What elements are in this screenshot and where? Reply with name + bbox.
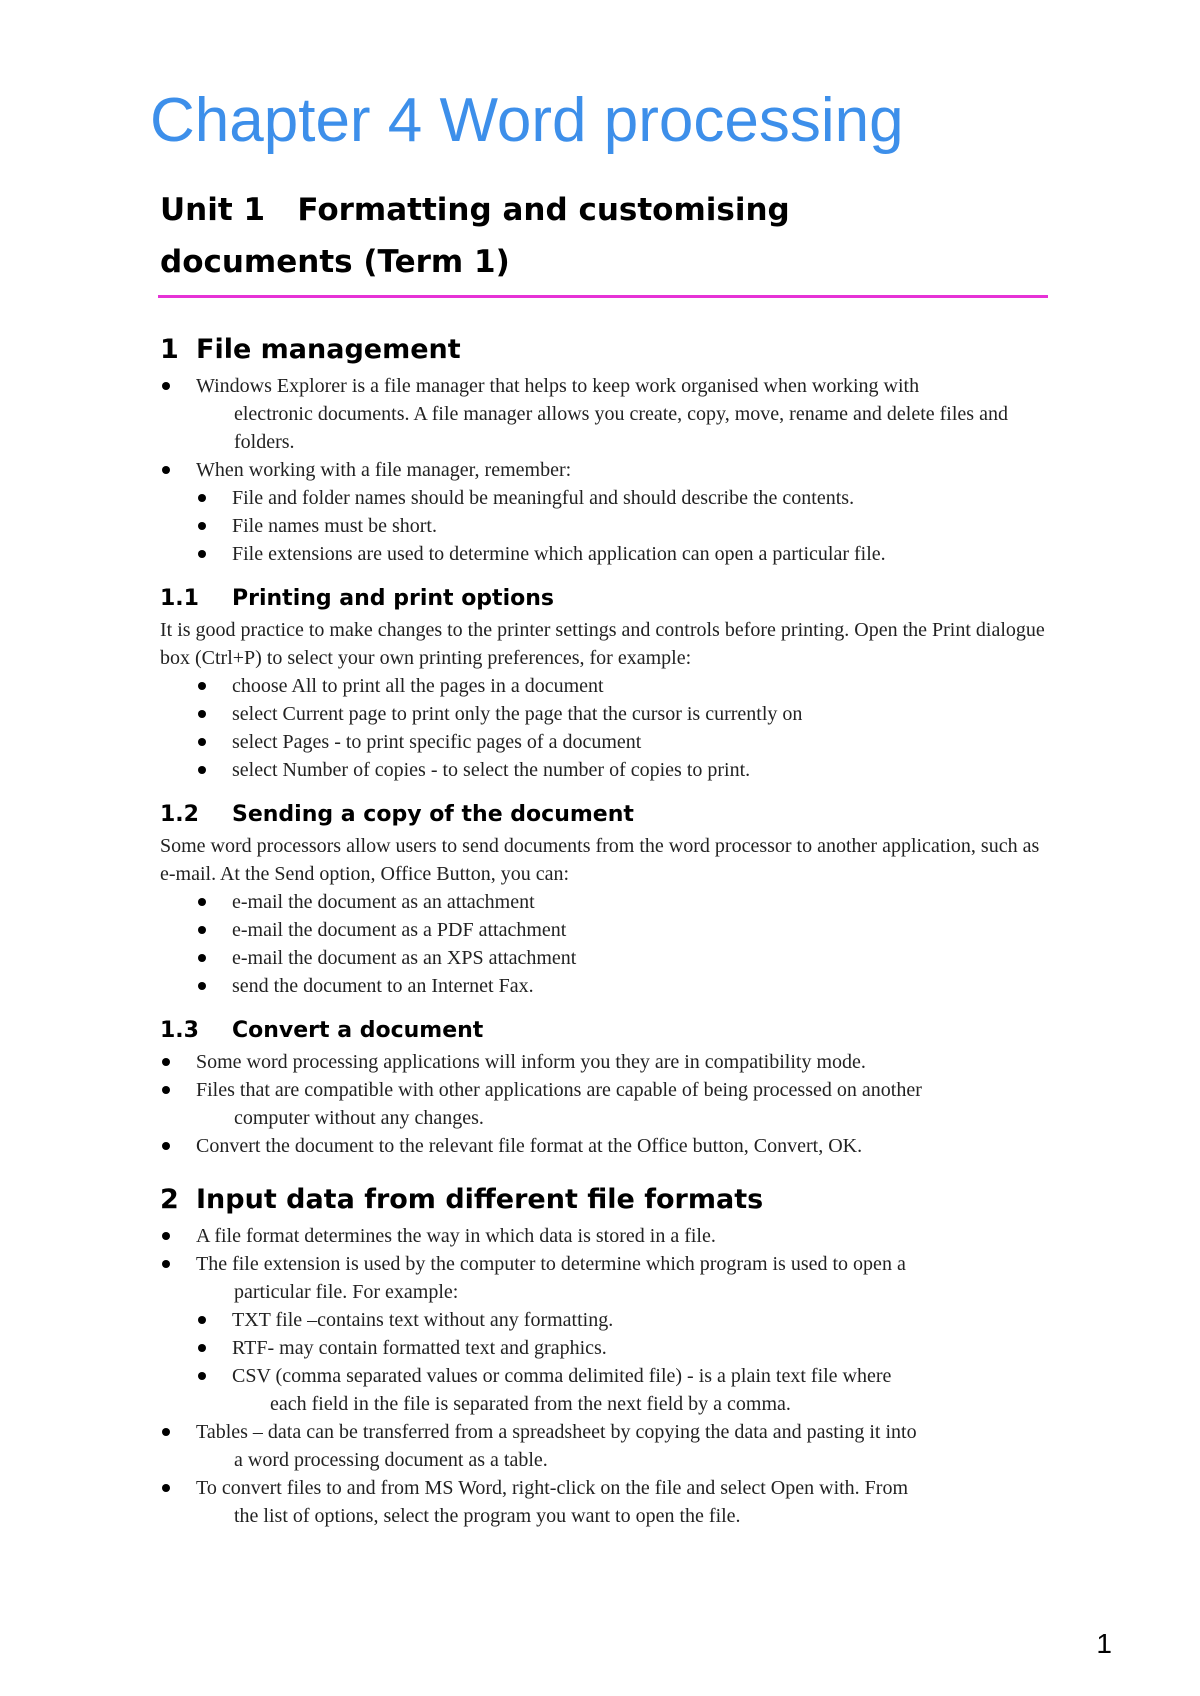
unit-divider <box>158 295 1048 298</box>
sub-bullet-list <box>160 1306 1050 1418</box>
section-heading-input-data <box>160 1182 1050 1218</box>
list-item: e-mail the document as an XPS attachment <box>160 944 1050 972</box>
list-item: File and folder names should be meaningful and should describe the contents. <box>160 484 1050 512</box>
section-number: 1 <box>160 334 179 365</box>
list-item <box>160 1076 1050 1132</box>
list-item: select Current page to print only the page that the cursor is currently on <box>160 700 1050 728</box>
subsection-heading-printing <box>160 584 1050 614</box>
list-item-continuation: computer without any changes. <box>234 1107 484 1129</box>
list-item: e-mail the document as a PDF attachment <box>160 916 1050 944</box>
list-item <box>160 1222 1050 1250</box>
list-item <box>160 1132 1050 1160</box>
list-item-text: Windows Explorer is a file manager that helps to keep work organised when working with <box>196 375 920 397</box>
paragraph: It is good practice to make changes to the printer settings and controls before printing. Open the Print dialogue box (Ctrl+P) to select your own printing preferences, for example: <box>160 619 1045 669</box>
list-item-text: The file extension is used by the computer to determine which program is used to open a <box>196 1253 906 1275</box>
list-item <box>160 1048 1050 1076</box>
list-item: select Pages - to print specific pages of a document <box>160 728 1050 756</box>
page-number: 1 <box>1096 1628 1112 1659</box>
list-item-text: Tables – data can be transferred from a spreadsheet by copying the data and pasting it into <box>196 1421 917 1443</box>
bullet-list <box>160 888 1050 1000</box>
unit-title-line-2: documents (Term 1) <box>160 244 510 280</box>
list-item-continuation: electronic documents. A file manager allows you create, copy, move, rename and delete files and folders. <box>234 403 1008 453</box>
chapter-title: Chapter 4 Word processing <box>150 86 904 155</box>
bullet-list <box>160 672 1050 784</box>
list-item-continuation: a word processing document as a table. <box>234 1449 548 1471</box>
unit-title-line-1: Unit 1 Formatting and customising <box>160 192 790 228</box>
list-item <box>160 372 1050 456</box>
section-number: 2 <box>160 1184 179 1215</box>
list-item: choose All to print all the pages in a document <box>160 672 1050 700</box>
paragraph: Some word processors allow users to send documents from the word processor to another application, such as e-mail. At the Send option, Office Button, you can: <box>160 835 1040 885</box>
subsection-heading-convert <box>160 1016 1050 1046</box>
list-item <box>160 1250 1050 1306</box>
list-item-text: To convert files to and from MS Word, right-click on the file and select Open with. From <box>196 1477 909 1499</box>
list-item: e-mail the document as an attachment <box>160 888 1050 916</box>
list-item: send the document to an Internet Fax. <box>160 972 1050 1000</box>
section-title: Input data from different file formats <box>196 1184 764 1215</box>
bullet-list <box>160 1048 1050 1160</box>
section-heading-file-management <box>160 332 1050 368</box>
subsection-heading-sending <box>160 800 1050 830</box>
bullet-list <box>160 1222 1050 1306</box>
list-item-text: A file format determines the way in which data is stored in a file. <box>196 1225 716 1247</box>
list-item-continuation: the list of options, select the program you want to open the file. <box>234 1505 741 1527</box>
list-item <box>160 456 1050 484</box>
list-item-text: CSV (comma separated values or comma delimited file) - is a plain text file where <box>232 1365 892 1387</box>
list-item <box>160 1474 1050 1530</box>
subsection-number: 1.1 <box>160 586 199 611</box>
document-body <box>160 320 1050 1530</box>
subsection-title: Sending a copy of the document <box>232 802 634 827</box>
list-item <box>160 1362 1050 1418</box>
list-item: RTF- may contain formatted text and graphics. <box>160 1334 1050 1362</box>
section-title: File management <box>196 334 461 365</box>
list-item-text: When working with a file manager, remember: <box>196 459 572 481</box>
list-item: File extensions are used to determine which application can open a particular file. <box>160 540 1050 568</box>
list-item: File names must be short. <box>160 512 1050 540</box>
list-item-text: Convert the document to the relevant file format at the Office button, Convert, OK. <box>196 1135 863 1157</box>
list-item-text: Some word processing applications will inform you they are in compatibility mode. <box>196 1051 866 1073</box>
subsection-number: 1.3 <box>160 1018 199 1043</box>
unit-title <box>160 184 1060 288</box>
bullet-list <box>160 1418 1050 1530</box>
list-item: TXT file –contains text without any formatting. <box>160 1306 1050 1334</box>
sub-bullet-list <box>160 484 1050 568</box>
list-item-continuation: each field in the file is separated from the next field by a comma. <box>270 1393 791 1415</box>
list-item: select Number of copies - to select the number of copies to print. <box>160 756 1050 784</box>
list-item <box>160 1418 1050 1474</box>
subsection-title: Printing and print options <box>232 586 554 611</box>
subsection-title: Convert a document <box>232 1018 484 1043</box>
subsection-number: 1.2 <box>160 802 199 827</box>
list-item-continuation: particular file. For example: <box>234 1281 459 1303</box>
bullet-list <box>160 372 1050 484</box>
list-item-text: Files that are compatible with other applications are capable of being processed on another <box>196 1079 922 1101</box>
